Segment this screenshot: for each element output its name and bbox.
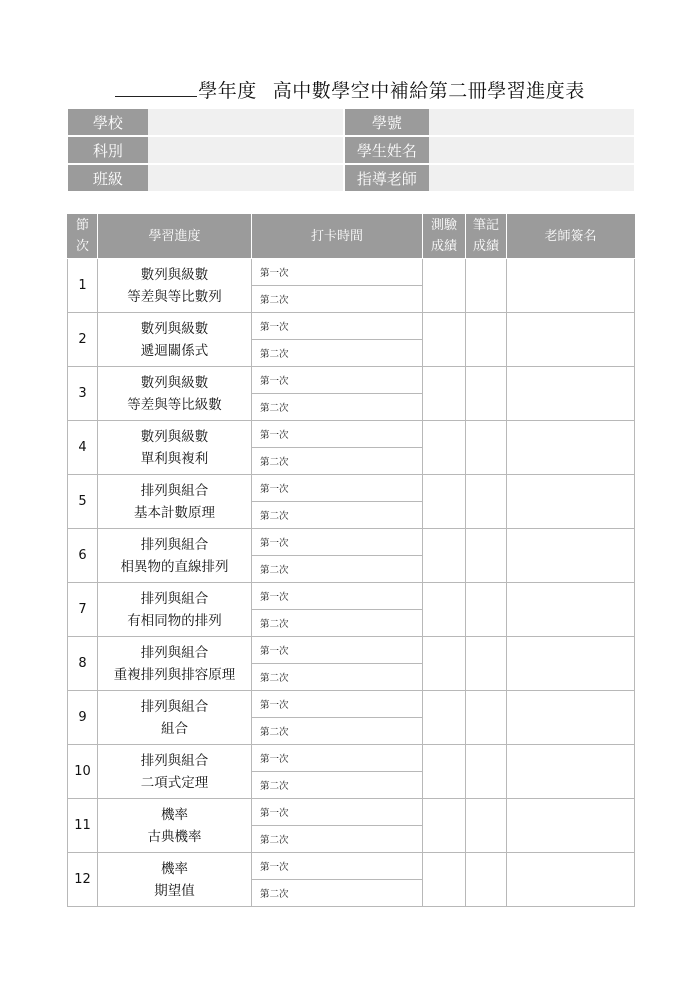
checkin-first-cell[interactable]: 第一次: [252, 529, 423, 556]
student-name-label: 學生姓名: [343, 137, 429, 165]
teacher-label: 指導老師: [343, 165, 429, 193]
signature-cell[interactable]: [507, 583, 635, 637]
checkin-second-cell[interactable]: 第二次: [252, 502, 423, 529]
chapter-name: 數列與級數: [140, 374, 209, 391]
signature-cell[interactable]: [507, 853, 635, 907]
table-row: [68, 745, 635, 772]
chapter-name: 排列與組合: [140, 590, 209, 607]
table-row: [68, 529, 635, 556]
checkin-first-cell[interactable]: 第一次: [252, 259, 423, 286]
checkin-first-cell[interactable]: 第一次: [252, 367, 423, 394]
topic-name: 等差與等比數列: [127, 288, 222, 305]
notes-score-cell[interactable]: [466, 313, 507, 367]
progress-table: [67, 214, 635, 907]
checkin-first-cell[interactable]: 第一次: [252, 853, 423, 880]
class-label: 班級: [68, 165, 148, 193]
section-number: 4: [68, 421, 98, 475]
lesson-topic: [98, 313, 252, 367]
quiz-score-cell[interactable]: [423, 745, 466, 799]
chapter-name: 排列與組合: [140, 698, 209, 715]
chapter-name: 數列與級數: [140, 266, 209, 283]
lesson-topic: [98, 529, 252, 583]
signature-cell[interactable]: [507, 529, 635, 583]
quiz-score-cell[interactable]: [423, 259, 466, 313]
table-header-row: [68, 214, 635, 259]
quiz-score-cell[interactable]: [423, 313, 466, 367]
student-no-field[interactable]: [429, 109, 634, 137]
topic-name: 期望值: [154, 882, 195, 899]
table-row: [68, 475, 635, 502]
topic-name: 古典機率: [147, 828, 202, 845]
section-number: 5: [68, 475, 98, 529]
quiz-score-cell[interactable]: [423, 691, 466, 745]
section-number: 7: [68, 583, 98, 637]
signature-cell[interactable]: [507, 421, 635, 475]
title-main: 高中數學空中補給第二冊學習進度表: [272, 80, 585, 102]
section-number: 12: [68, 853, 98, 907]
school-field[interactable]: [148, 109, 343, 137]
signature-cell[interactable]: [507, 313, 635, 367]
checkin-second-cell[interactable]: 第二次: [252, 880, 423, 907]
topic-name: 遞迴關係式: [140, 342, 209, 359]
department-field[interactable]: [148, 137, 343, 165]
topic-name: 單利與複利: [140, 450, 209, 467]
checkin-first-cell[interactable]: 第一次: [252, 799, 423, 826]
quiz-score-cell[interactable]: [423, 475, 466, 529]
quiz-score-cell[interactable]: [423, 637, 466, 691]
table-row: [68, 313, 635, 340]
lesson-topic: [98, 637, 252, 691]
checkin-second-cell[interactable]: 第二次: [252, 394, 423, 421]
student-name-field[interactable]: [429, 137, 634, 165]
checkin-second-cell[interactable]: 第二次: [252, 718, 423, 745]
department-label: 科別: [68, 137, 148, 165]
notes-score-cell[interactable]: [466, 421, 507, 475]
checkin-second-cell[interactable]: 第二次: [252, 556, 423, 583]
section-number: 10: [68, 745, 98, 799]
teacher-field[interactable]: [429, 165, 634, 193]
chapter-name: 機率: [161, 806, 188, 823]
table-row: [68, 583, 635, 610]
quiz-score-cell[interactable]: [423, 799, 466, 853]
quiz-score-cell[interactable]: [423, 853, 466, 907]
notes-score-cell[interactable]: [466, 529, 507, 583]
checkin-header: 打卡時間: [252, 214, 423, 259]
topic-name: 相異物的直線排列: [120, 558, 229, 575]
lesson-topic: [98, 367, 252, 421]
table-row: [68, 421, 635, 448]
quiz-score-cell[interactable]: [423, 421, 466, 475]
topic-name: 二項式定理: [140, 774, 209, 791]
section-number: 2: [68, 313, 98, 367]
quiz-score-cell[interactable]: [423, 367, 466, 421]
table-row: [68, 799, 635, 826]
checkin-second-cell[interactable]: 第二次: [252, 340, 423, 367]
checkin-first-cell[interactable]: 第一次: [252, 313, 423, 340]
quiz-score-header: 測驗 成績: [423, 214, 466, 259]
chapter-name: 數列與級數: [140, 428, 209, 445]
section-number: 3: [68, 367, 98, 421]
signature-cell[interactable]: [507, 367, 635, 421]
table-row: [68, 367, 635, 394]
checkin-first-cell[interactable]: 第一次: [252, 475, 423, 502]
section-number: 8: [68, 637, 98, 691]
lesson-topic: [98, 853, 252, 907]
section-number: 9: [68, 691, 98, 745]
chapter-name: 排列與組合: [140, 482, 209, 499]
table-row: [68, 259, 635, 286]
notes-score-cell[interactable]: [466, 259, 507, 313]
signature-cell[interactable]: [507, 691, 635, 745]
section-number: 11: [68, 799, 98, 853]
topic-name: 等差與等比級數: [127, 396, 222, 413]
chapter-name: 機率: [161, 860, 188, 877]
signature-cell[interactable]: [507, 799, 635, 853]
chapter-name: 數列與級數: [140, 320, 209, 337]
topic-name: 有相同物的排列: [127, 612, 222, 629]
checkin-first-cell[interactable]: 第一次: [252, 691, 423, 718]
quiz-score-cell[interactable]: [423, 583, 466, 637]
school-label: 學校: [68, 109, 148, 137]
lesson-topic: [98, 745, 252, 799]
progress-header: 學習進度: [98, 214, 252, 259]
section-number: 1: [68, 259, 98, 313]
lesson-topic: [98, 799, 252, 853]
notes-score-cell[interactable]: [466, 745, 507, 799]
checkin-first-cell[interactable]: 第一次: [252, 745, 423, 772]
notes-score-cell[interactable]: [466, 475, 507, 529]
year-blank[interactable]: [115, 80, 197, 97]
checkin-second-cell[interactable]: 第二次: [252, 448, 423, 475]
checkin-second-cell[interactable]: 第二次: [252, 826, 423, 853]
checkin-second-cell[interactable]: 第二次: [252, 772, 423, 799]
table-row: [68, 853, 635, 880]
chapter-name: 排列與組合: [140, 752, 209, 769]
student-no-label: 學號: [343, 109, 429, 137]
lesson-topic: [98, 259, 252, 313]
signature-cell[interactable]: [507, 475, 635, 529]
section-header: 節 次: [68, 214, 98, 259]
checkin-second-cell[interactable]: 第二次: [252, 664, 423, 691]
lesson-topic: [98, 583, 252, 637]
notes-score-cell[interactable]: [466, 853, 507, 907]
table-row: [68, 637, 635, 664]
quiz-score-cell[interactable]: [423, 529, 466, 583]
checkin-first-cell[interactable]: 第一次: [252, 421, 423, 448]
checkin-second-cell[interactable]: 第二次: [252, 610, 423, 637]
title-suffix: 學年度: [198, 80, 257, 102]
page-title: [0, 76, 700, 103]
table-row: [68, 691, 635, 718]
lesson-topic: [98, 421, 252, 475]
topic-name: 基本計數原理: [134, 504, 215, 521]
notes-score-header: 筆記 成績: [466, 214, 507, 259]
checkin-second-cell[interactable]: 第二次: [252, 286, 423, 313]
topic-name: 重複排列與排容原理: [113, 666, 236, 683]
signature-header: 老師簽名: [507, 214, 635, 259]
checkin-first-cell[interactable]: 第一次: [252, 583, 423, 610]
notes-score-cell[interactable]: [466, 691, 507, 745]
notes-score-cell[interactable]: [466, 367, 507, 421]
chapter-name: 排列與組合: [140, 536, 209, 553]
lesson-topic: [98, 475, 252, 529]
student-info-grid: [68, 109, 634, 193]
checkin-first-cell[interactable]: 第一次: [252, 637, 423, 664]
section-number: 6: [68, 529, 98, 583]
lesson-topic: [98, 691, 252, 745]
chapter-name: 排列與組合: [140, 644, 209, 661]
signature-cell[interactable]: [507, 259, 635, 313]
notes-score-cell[interactable]: [466, 799, 507, 853]
signature-cell[interactable]: [507, 637, 635, 691]
signature-cell[interactable]: [507, 745, 635, 799]
topic-name: 組合: [161, 720, 188, 737]
notes-score-cell[interactable]: [466, 583, 507, 637]
class-field[interactable]: [148, 165, 343, 193]
notes-score-cell[interactable]: [466, 637, 507, 691]
